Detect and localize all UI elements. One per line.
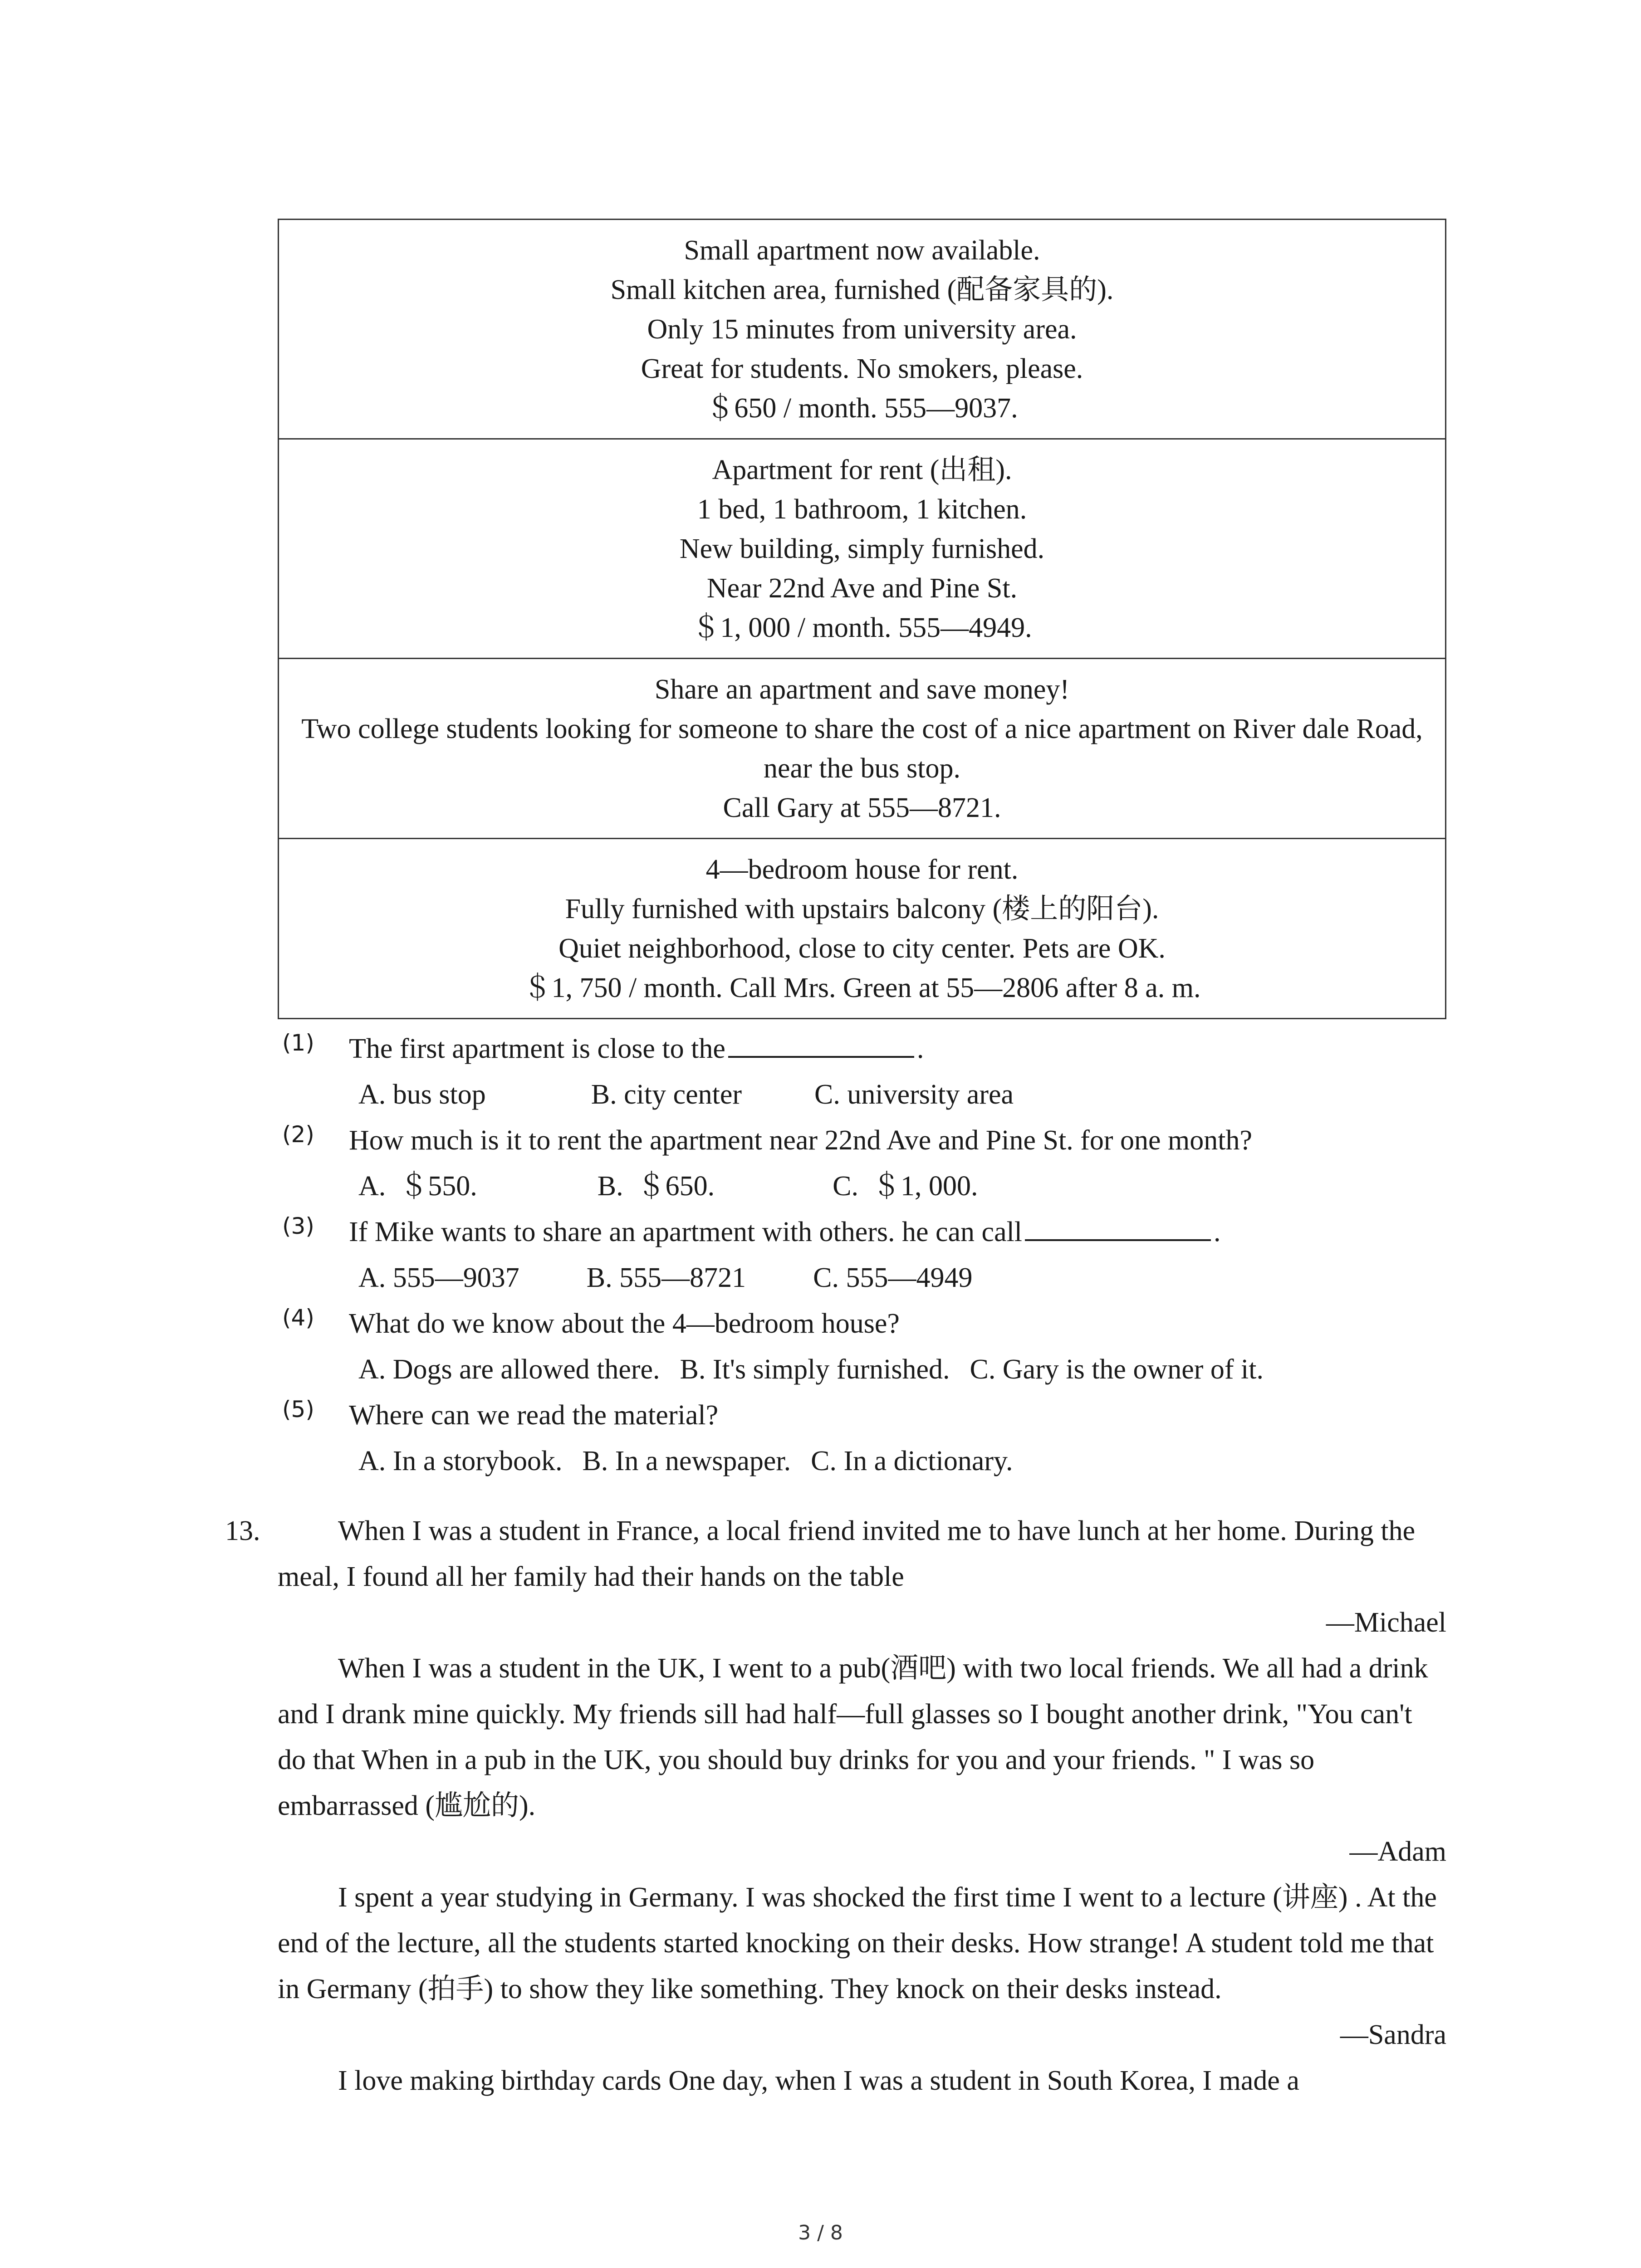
stem-text: If Mike wants to share an apartment with others. he can call [349, 1217, 1023, 1247]
stem-text: The first apartment is close to the [349, 1033, 725, 1064]
ad-line: Call Gary at 555—8721. [723, 792, 1001, 823]
ad-share-apartment [279, 658, 1445, 838]
option-a: A. ＄550. [358, 1171, 477, 1202]
ad-small-apartment [279, 220, 1445, 438]
question-options [278, 1346, 1457, 1393]
ads-table [278, 219, 1446, 1019]
passage-paragraph-michael: When I was a student in France, a local friend invited me to have lunch at her home. During the meal, I found all her family had their hands on the table [278, 1515, 1416, 1592]
option-b: B. ＄650. [597, 1171, 715, 1202]
question-stem [278, 1301, 1457, 1346]
stem-text: How much is it to rent the apartment near 22nd Ave and Pine St. for one month? [349, 1125, 1253, 1156]
stem-text: Where can we read the material? [349, 1400, 719, 1431]
answer-blank [1025, 1214, 1211, 1241]
question-options [278, 1438, 1457, 1484]
question-list [278, 1026, 1457, 1484]
passage-paragraph-sandra: I spent a year studying in Germany. I was shocked the first time I went to a lecture (讲座) . At the end of the lecture, all the students started knocking on their desks. How strange! A student told me that in Germany (拍手) to show they like something. They knock on their desks instead. [278, 1882, 1437, 2004]
option-c: C. Gary is the owner of it. [970, 1354, 1264, 1385]
passage-13 [225, 1508, 1446, 2104]
question-4 [278, 1301, 1457, 1393]
option-b: B. city center [591, 1079, 742, 1110]
question-stem [278, 1118, 1457, 1163]
stem-end: . [916, 1033, 924, 1064]
question-number: (1) [282, 1030, 314, 1056]
ad-line: ＄650 / month. 555—9037. [706, 393, 1018, 424]
ad-line: ＄1, 750 / month. Call Mrs. Green at 55—2806 after 8 a. m. [523, 973, 1201, 1003]
question-stem [278, 1209, 1457, 1255]
passage-paragraph-cards: I love making birthday cards One day, when I was a student in South Korea, I made a [338, 2065, 1299, 2096]
question-2 [278, 1118, 1457, 1209]
ad-line: Small apartment now available. [684, 235, 1040, 266]
question-3 [278, 1209, 1457, 1301]
ad-line: 1 bed, 1 bathroom, 1 kitchen. [697, 494, 1027, 525]
ad-line: Two college students looking for someone to share the cost of a nice apartment on River dale Road, near the bus stop. [301, 714, 1423, 784]
question-1 [278, 1026, 1457, 1118]
ad-line: Fully furnished with upstairs balcony (楼上的阳台). [565, 894, 1159, 924]
ad-line: Great for students. No smokers, please. [641, 353, 1083, 384]
question-number: (4) [282, 1305, 314, 1331]
question-number: (3) [282, 1213, 314, 1239]
option-b: B. In a newspaper. [582, 1446, 791, 1476]
ad-line: Apartment for rent (出租). [712, 455, 1012, 485]
option-b: B. 555—8721 [586, 1262, 746, 1293]
ad-apartment-for-rent [279, 438, 1445, 658]
ad-bedroom-house [279, 838, 1445, 1018]
question-stem [278, 1026, 1457, 1071]
question-number: (5) [282, 1396, 314, 1422]
option-a: A. In a storybook. [358, 1446, 563, 1476]
answer-blank [728, 1031, 914, 1058]
option-b: B. It's simply furnished. [680, 1354, 950, 1385]
option-a: A. 555—9037 [358, 1262, 519, 1293]
ad-line: ＄1, 000 / month. 555—4949. [692, 612, 1032, 643]
option-a: A. Dogs are allowed there. [358, 1354, 660, 1385]
passage-number: 13. [225, 1515, 260, 1546]
question-options [278, 1163, 1457, 1209]
question-5 [278, 1393, 1457, 1484]
option-c: C. In a dictionary. [811, 1446, 1013, 1476]
ad-line: Share an apartment and save money! [654, 674, 1070, 705]
ad-line: Quiet neighborhood, close to city center. Pets are OK. [558, 933, 1166, 964]
question-options [278, 1255, 1457, 1301]
ad-line: Small kitchen area, furnished (配备家具的). [610, 274, 1114, 305]
option-c: C. ＄1, 000. [833, 1171, 978, 1202]
page-number: 3 / 8 [798, 2221, 843, 2244]
passage-paragraph-adam: When I was a student in the UK, I went to a pub(酒吧) with two local friends. We all had a drink and I drank mine quickly. My friends sill had half—full glasses so I bought another drink, "You can't do that When in a pub in the UK, you should buy drinks for you and your friends. " I was so embarrassed (尴尬的). [278, 1653, 1428, 1821]
ad-line: Only 15 minutes from university area. [647, 314, 1077, 345]
question-stem [278, 1393, 1457, 1438]
signature-adam: —Adam [1349, 1836, 1446, 1867]
stem-end: . [1214, 1217, 1221, 1247]
signature-michael: —Michael [1326, 1607, 1446, 1638]
question-number: (2) [282, 1121, 314, 1148]
stem-text: What do we know about the 4—bedroom house? [349, 1308, 900, 1339]
option-c: C. university area [814, 1079, 1014, 1110]
option-a: A. bus stop [358, 1079, 486, 1110]
ad-line: Near 22nd Ave and Pine St. [706, 573, 1018, 604]
ad-line: New building, simply furnished. [679, 533, 1045, 564]
ad-line: 4—bedroom house for rent. [705, 854, 1019, 885]
question-options [278, 1071, 1457, 1118]
option-c: C. 555—4949 [813, 1262, 973, 1293]
signature-sandra: —Sandra [1340, 2019, 1446, 2050]
